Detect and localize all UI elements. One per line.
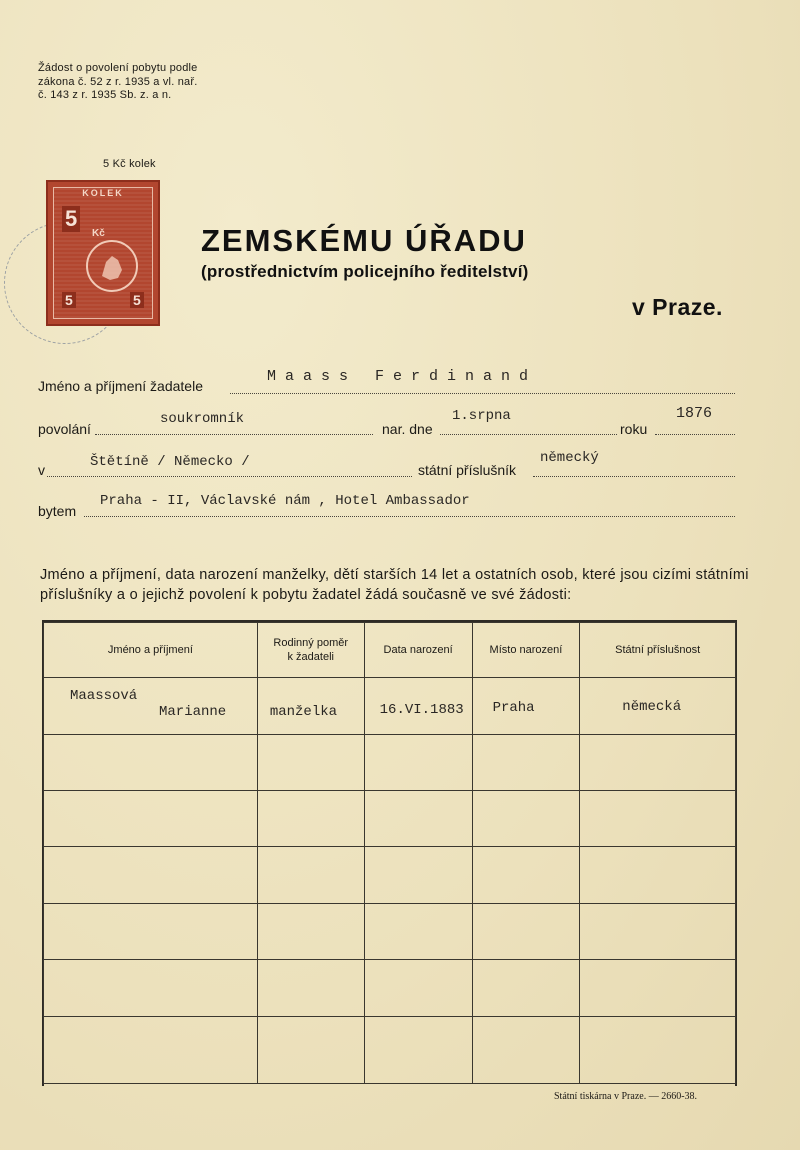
page-title: ZEMSKÉMU ÚŘADU (201, 223, 527, 258)
table-cell[interactable] (364, 1016, 472, 1083)
member-relation: manželka (269, 704, 338, 721)
lion-emblem-icon (86, 240, 138, 292)
form-reference-line-3: č. 143 z r. 1935 Sb. z. a n. (38, 89, 172, 101)
table-cell[interactable] (364, 847, 472, 903)
member-citizenship: německá (622, 699, 682, 716)
table-header-row (44, 623, 736, 678)
table-cell[interactable] (44, 1016, 258, 1083)
column-header-name: Jméno a příjmení (44, 623, 258, 678)
table-cell[interactable] (364, 734, 472, 790)
member-first-name: Marianne (159, 704, 227, 721)
table-cell[interactable] (472, 847, 580, 903)
table-cell[interactable] (257, 960, 364, 1016)
table-cell[interactable] (44, 734, 258, 790)
table-cell[interactable] (472, 791, 580, 847)
table-cell[interactable] (257, 1016, 364, 1083)
column-header-citizenship: Státní příslušnost (580, 623, 736, 678)
table-cell[interactable] (257, 791, 364, 847)
table-row (44, 960, 736, 1016)
birthplace-label: v (38, 462, 45, 478)
table-cell[interactable] (44, 791, 258, 847)
table-cell[interactable] (580, 903, 736, 959)
member-surname: Maassová (70, 688, 138, 705)
table-cell[interactable] (580, 734, 736, 790)
column-header-relation-line-1: Rodinný poměr (273, 637, 349, 650)
revenue-stamp (46, 180, 160, 326)
table-cell[interactable] (44, 903, 258, 959)
birthplace-line (47, 476, 412, 477)
stamp-value-top: 5 (62, 206, 80, 232)
table-row (44, 678, 736, 734)
table-cell[interactable] (472, 960, 580, 1016)
table-cell[interactable] (472, 903, 580, 959)
citizenship-line (533, 476, 735, 477)
citizenship-field[interactable]: německý (540, 450, 599, 466)
table-cell[interactable] (257, 847, 364, 903)
column-header-relation (257, 623, 364, 678)
form-reference-line-2: zákona č. 52 z r. 1935 a vl. nař. (38, 75, 198, 88)
table-row (44, 734, 736, 790)
table-cell[interactable] (364, 903, 472, 959)
birth-year-field[interactable]: 1876 (676, 405, 713, 422)
printer-imprint: Státní tiskárna v Praze. — 2660-38. (554, 1091, 698, 1102)
birthplace-field[interactable]: Štětíně / Německo / (90, 454, 250, 470)
applicant-name-label: Jméno a příjmení žadatele (38, 378, 203, 394)
member-birth-date: 16.VI.1883 (379, 702, 464, 719)
page-subtitle: (prostřednictvím policejního ředitelství) (201, 262, 529, 281)
applicant-name-field[interactable]: Maass Ferdinand (267, 368, 538, 385)
table-cell[interactable] (364, 791, 472, 847)
table-cell[interactable] (472, 734, 580, 790)
table-cell[interactable] (257, 903, 364, 959)
table-cell[interactable] (44, 960, 258, 1016)
table-row (44, 903, 736, 959)
table-cell-birth-date[interactable] (364, 678, 472, 734)
table-cell[interactable] (580, 1016, 736, 1083)
stamp-value-bottom-right: 5 (130, 292, 144, 308)
office-location: v Praze. (632, 294, 723, 320)
table-cell-name[interactable] (44, 678, 258, 734)
residence-label: bytem (38, 503, 77, 519)
table-cell[interactable] (580, 791, 736, 847)
column-header-birth-date: Data narození (364, 623, 472, 678)
member-birth-place: Praha (492, 700, 535, 717)
residence-field[interactable]: Praha - II, Václavské nám , Hotel Ambassador (100, 493, 470, 509)
occupation-field[interactable]: soukromník (160, 411, 245, 427)
birth-date-field[interactable]: 1.srpna (452, 408, 511, 424)
stamp-frame (53, 187, 153, 319)
stamp-value-bottom: 5 (62, 292, 76, 308)
table-cell[interactable] (364, 960, 472, 1016)
table-cell-citizenship[interactable] (580, 678, 736, 734)
table-row (44, 847, 736, 903)
table-cell[interactable] (44, 847, 258, 903)
table-cell[interactable] (472, 1016, 580, 1083)
birth-date-label: nar. dne (382, 421, 433, 437)
stamp-top-text: KOLEK (82, 188, 124, 198)
stamp-denomination: Kč (92, 228, 105, 239)
form-reference-line-1: Žádost o povolení pobytu podle (38, 62, 198, 74)
table-cell[interactable] (580, 847, 736, 903)
stamp-label: 5 Kč kolek (103, 158, 156, 170)
family-members-instructions: Jméno a příjmení, data narození manželky, dětí starších 14 let a ostatních osob, které jsou cizími státními příslušníky a o jejichž povolení k pobytu žadatel žádá současně ve své žádosti: (40, 567, 749, 603)
family-members-table (43, 622, 736, 1084)
table-cell-relation[interactable] (257, 678, 364, 734)
citizenship-label: státní příslušník (418, 462, 517, 478)
column-header-relation-line-2: k žadateli (287, 651, 334, 664)
table-cell[interactable] (257, 734, 364, 790)
form-reference-note (38, 62, 198, 103)
column-header-birth-place: Místo narození (472, 623, 580, 678)
table-row (44, 1016, 736, 1083)
applicant-name-line (230, 393, 735, 394)
birth-year-line (655, 434, 735, 435)
table-row (44, 791, 736, 847)
residence-line (84, 516, 735, 517)
table-cell-birth-place[interactable] (472, 678, 580, 734)
occupation-label: povolání (38, 421, 91, 437)
occupation-line (95, 434, 373, 435)
birth-date-line (440, 434, 617, 435)
birth-year-label: roku (620, 421, 648, 437)
table-cell[interactable] (580, 960, 736, 1016)
